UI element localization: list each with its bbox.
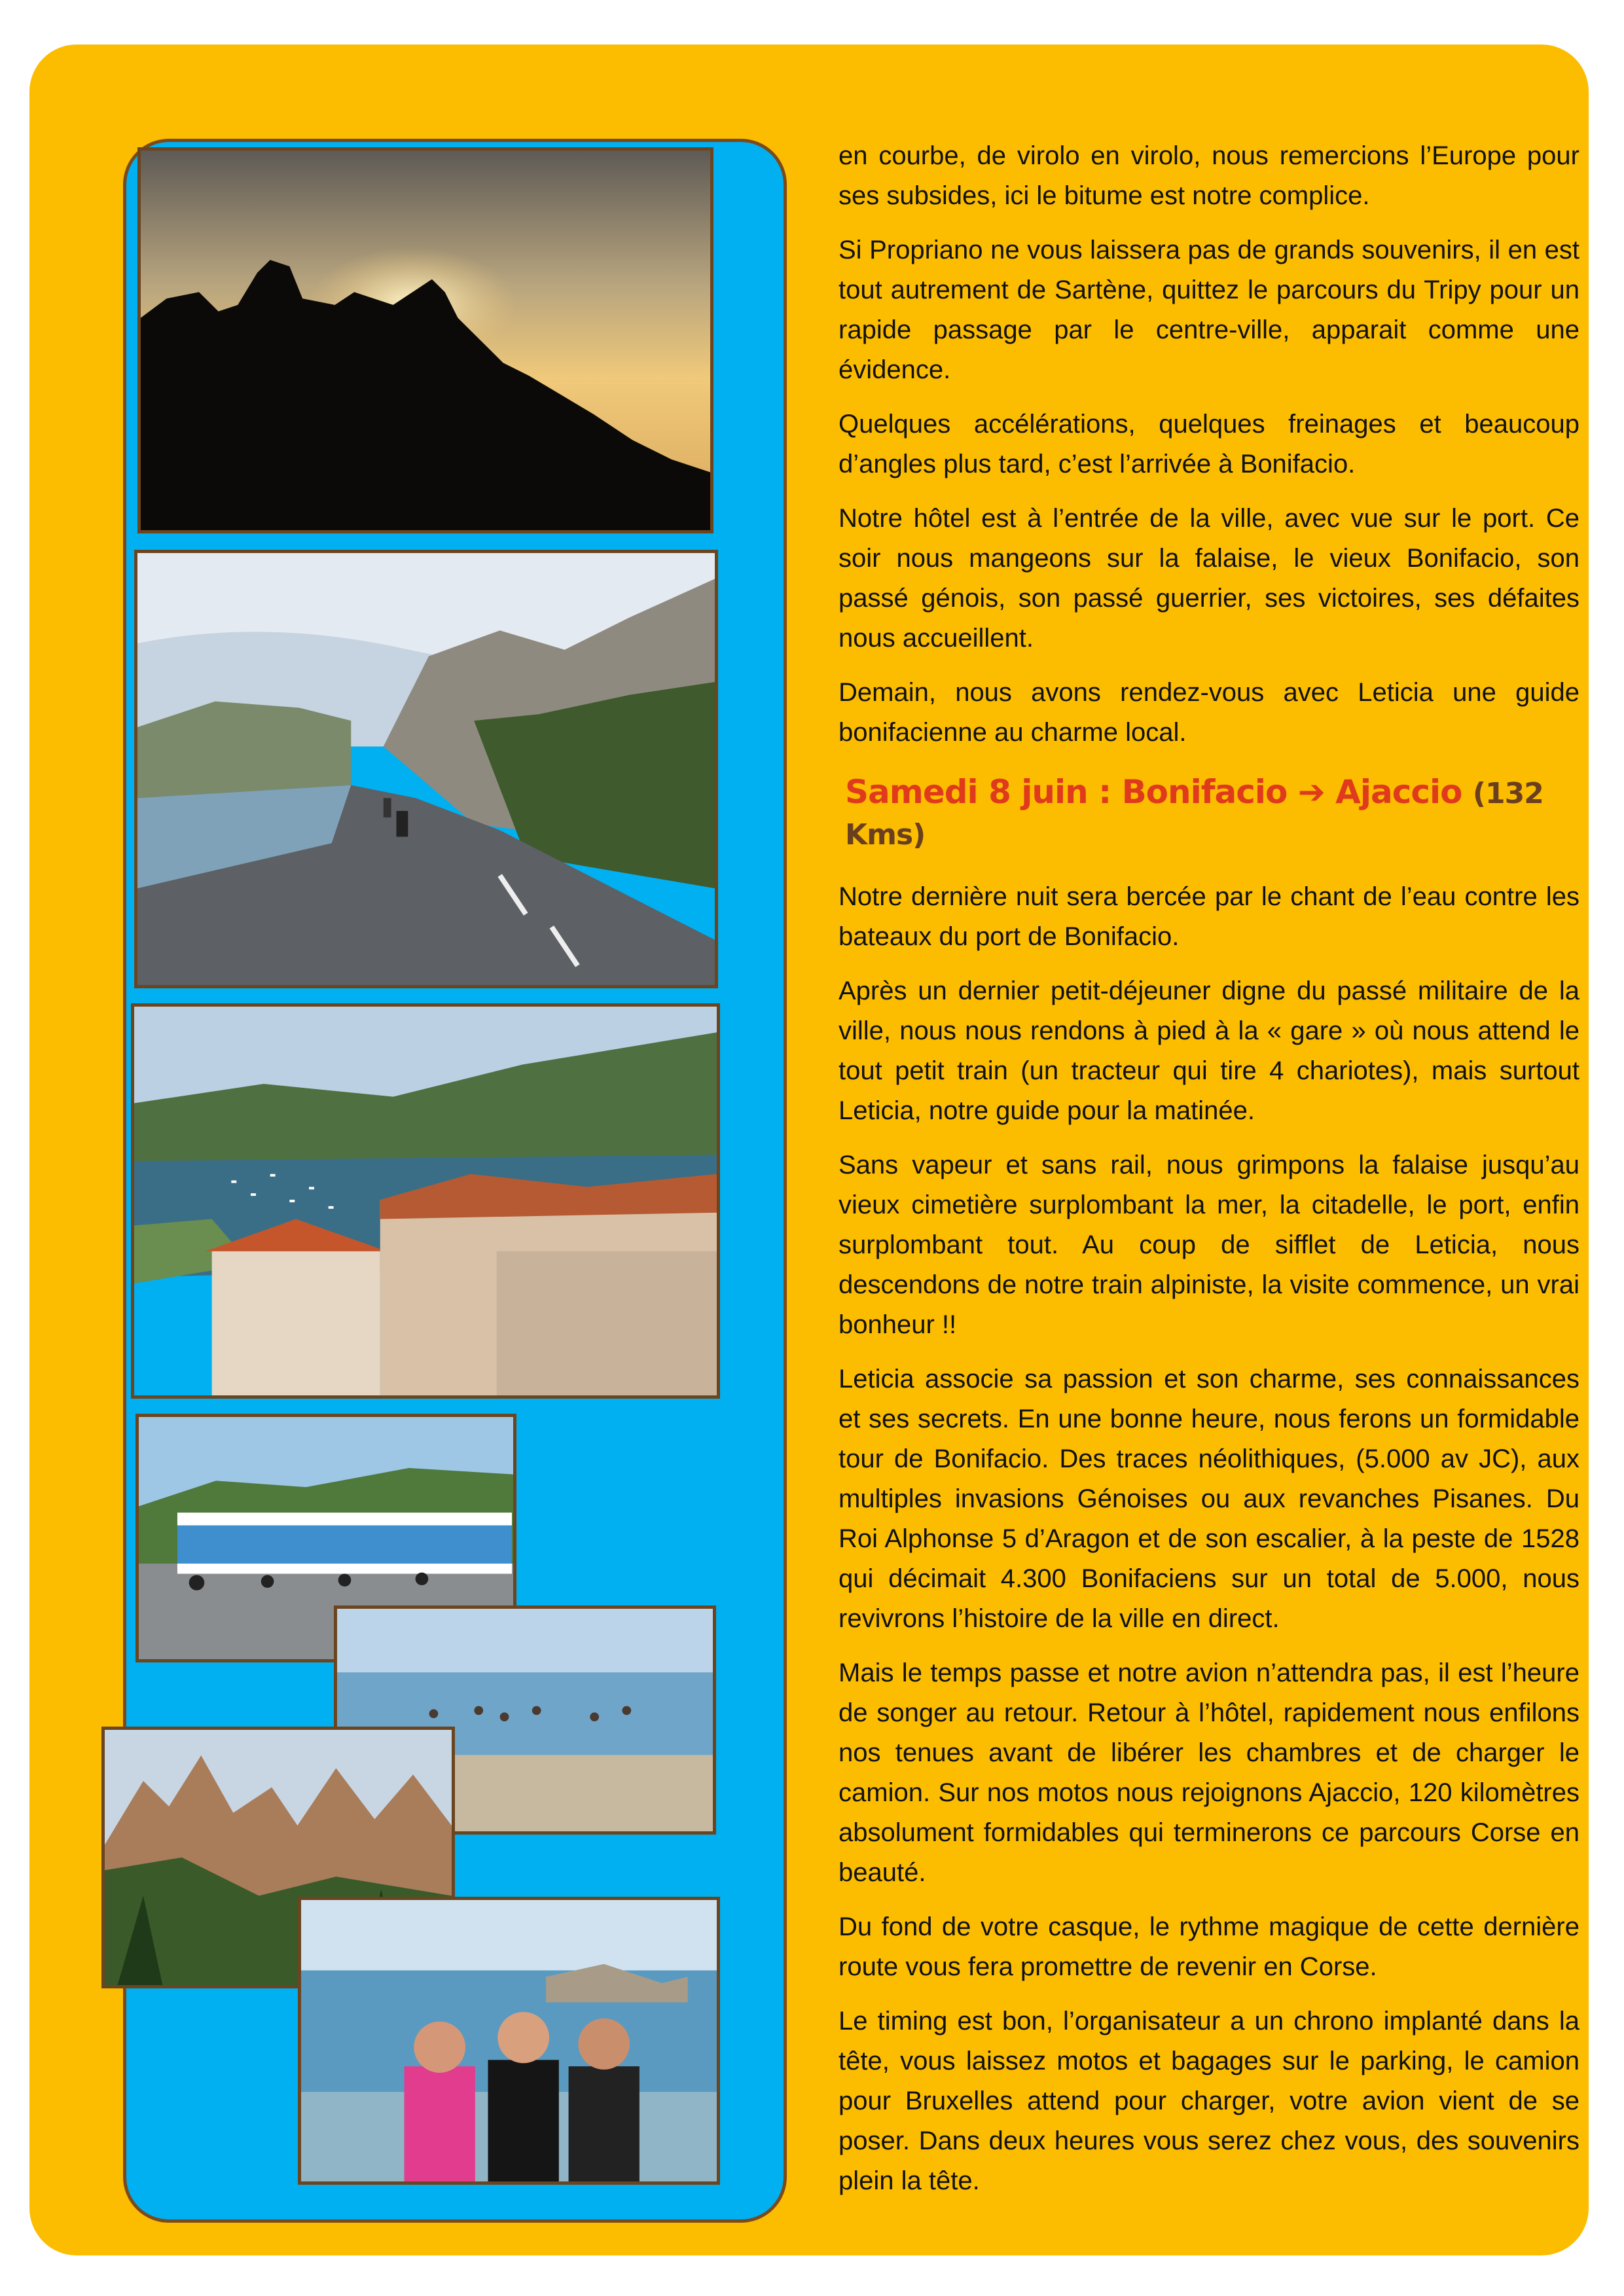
paragraph: Du fond de votre casque, le rythme magique de cette dernière route vous fera promettre de revenir en Corse. [839, 1912, 1579, 1981]
heading-destination: Ajaccio [1335, 773, 1462, 811]
paragraph: Si Propriano ne vous laissera pas de grands souvenirs, il en est tout autrement de Sartène, quittez le parcours du Tripy pour un rapide passage par le centre-ville, apparait comme une évidence. [839, 236, 1579, 384]
paragraph: Notre dernière nuit sera bercée par le chant de l’eau contre les bateaux du port de Bonifacio. [839, 882, 1579, 951]
arrow-right-icon: ➔ [1297, 773, 1325, 811]
photo-friends-on-beach [298, 1897, 720, 2185]
article-text [839, 136, 1579, 2215]
paragraph: Après un dernier petit-déjeuner digne du passé militaire de la ville, nous nous rendons à pied à la « gare » où nous attend le tout petit train (un tracteur qui tire 4 chariotes), mais surtout Leticia, notre guide pour la matinée. [839, 977, 1579, 1125]
photo-sunset-silhouette [137, 147, 713, 533]
paragraph: Quelques accélérations, quelques freinages et beaucoup d’angles plus tard, c’est l’arrivée à Bonifacio. [839, 410, 1579, 478]
page-panel [29, 45, 1589, 2255]
photo-bonifacio-harbour [131, 1003, 720, 1399]
paragraph: Mais le temps passe et notre avion n’attendra pas, il est l’heure de songer au retour. Retour à l’hôtel, rapidement nous enfilons nos tenues avant de libérer les chambres et de charger le camion. Sur nos motos nous rejoignons Ajaccio, 120 kilomètres absolument formidables qui terminerons ce parcours Corse en beauté. [839, 1659, 1579, 1887]
paragraph: Notre hôtel est à l’entrée de la ville, avec vue sur le port. Ce soir nous mangeons sur la falaise, le vieux Bonifacio, son passé génois, son passé guerrier, ses victoires, ses défaites nous accueillent. [839, 504, 1579, 653]
paragraph: en courbe, de virolo en virolo, nous remercions l’Europe pour ses subsides, ici le bitume est notre complice. [839, 141, 1579, 210]
paragraph: Le timing est bon, l’organisateur a un chrono implanté dans la tête, vous laissez motos et bagages sur le parking, le camion pour Bruxelles attend pour charger, votre avion vient de se poser. Dans deux heures vous serez chez vous, des souvenirs plein la tête. [839, 2007, 1579, 2195]
heading-distance: (132 Kms) [845, 777, 1543, 852]
photo-coastal-road [134, 550, 718, 988]
heading-day: Samedi 8 juin : Bonifacio [845, 773, 1288, 811]
paragraph: Demain, nous avons rendez-vous avec Leticia une guide bonifacienne au charme local. [839, 678, 1579, 747]
paragraph: Sans vapeur et sans rail, nous grimpons la falaise jusqu’au vieux cimetière surplombant la mer, la citadelle, le port, enfin surplombant tout. Au coup de sifflet de Leticia, nous descendons de notre train alpiniste, la visite commence, un vrai bonheur !! [839, 1151, 1579, 1339]
paragraph: Leticia associe sa passion et son charme, ses connaissances et ses secrets. En une bonne heure, nous ferons un formidable tour de Bonifacio. Des traces néolithiques, (5.000 av JC), aux multiples invasions Génoises ou aux revanches Pisanes. Du Roi Alphonse 5 d’Aragon et de son escalier, à la peste de 1528 qui décimait 4.300 Bonifaciens sur un total de 5.000, nous revivrons l’histoire de la ville en direct. [839, 1365, 1579, 1633]
day-heading [845, 772, 1579, 855]
